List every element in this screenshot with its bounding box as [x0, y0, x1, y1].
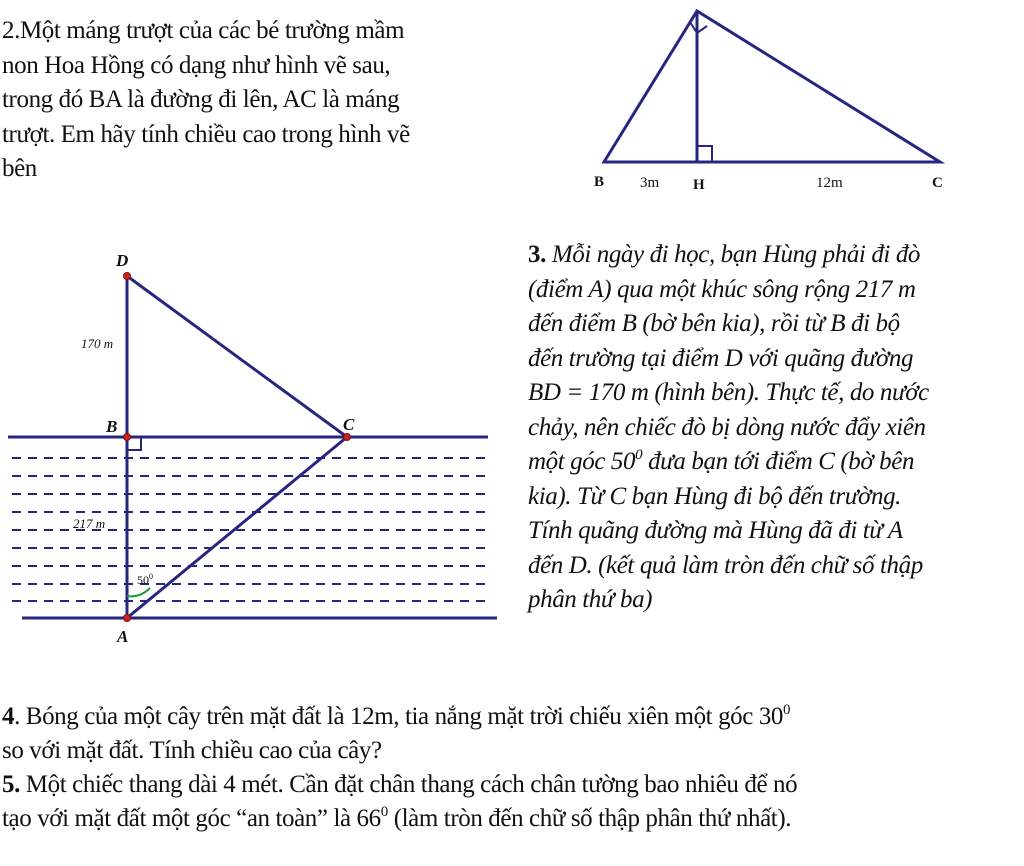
label-b-river: B	[106, 417, 118, 436]
problem-2-line: non Hoa Hồng có dạng như hình vẽ sau,	[2, 51, 391, 79]
label-hc: 12m	[816, 175, 843, 191]
problem-3-number: 3.	[528, 241, 546, 268]
problem-5-number: 5.	[2, 771, 20, 798]
segment-ac	[127, 437, 347, 618]
problem-2-line: trong đó BA là đường đi lên, AC là máng	[2, 86, 400, 113]
point-b	[124, 434, 131, 441]
problem-2-line: bên	[2, 155, 37, 182]
point-a	[124, 615, 131, 622]
label-a: A	[117, 627, 129, 646]
problem-2-line: trượt. Em hãy tính chiều cao trong hình vẽ	[2, 120, 410, 148]
label-angle-50: $50^0$	[137, 572, 153, 587]
problem-3-text	[528, 238, 1024, 618]
problem-3-line: một góc $50^0$ đưa bạn tới điểm C (bờ bên	[528, 447, 915, 475]
label-c-river: C	[343, 415, 355, 434]
point-c	[344, 434, 351, 441]
problem-5-line: tạo với mặt đất một góc “an toàn” là $66^0$ (làm tròn đến chữ số thập phân thứ nhất).	[2, 804, 792, 832]
label-h: H	[693, 177, 705, 193]
problem-4-number: 4	[2, 703, 15, 730]
problem-3-line: Tính quãng đường mà Hùng đã đi từ A	[528, 517, 903, 544]
label-bh: 3m	[640, 175, 660, 191]
problem-3-line: kia). Từ C bạn Hùng đi bộ đến trường.	[528, 482, 902, 510]
label-d: D	[116, 251, 129, 270]
problems-4-5-text	[2, 700, 1024, 836]
problem-5-line: 5. Một chiếc thang dài 4 mét. Cần đặt chân thang cách chân tường bao nhiêu để nó	[2, 771, 798, 798]
problem-3-line: (điểm A) qua một khúc sông rộng 217 m	[528, 275, 916, 303]
label-b: B	[594, 174, 605, 190]
angle-arc-a	[127, 588, 150, 596]
problem-3-line: chảy, nên chiếc đò bị dòng nước đẩy xiên	[528, 413, 926, 441]
label-c: C	[932, 175, 943, 191]
problem-3-line: 3. Mỗi ngày đi học, bạn Hùng phải đi đò	[528, 241, 921, 268]
problem-4-line: so với mặt đất. Tính chiều cao của cây?	[2, 737, 382, 764]
problem-4-line: 4. Bóng của một cây trên mặt đất là 12m, tia nắng mặt trời chiếu xiên một góc $30^0$	[2, 702, 791, 730]
problem-3-line: đến D. (kết quả làm tròn đến chữ số thập	[528, 551, 923, 579]
problem-3-line: đến trường tại điểm D với quãng đường	[528, 344, 914, 372]
problem-3-line: đến điểm B (bờ bên kia), rồi từ B đi bộ	[528, 310, 900, 337]
point-d	[124, 273, 131, 280]
problem-3-line: BD = 170 m (hình bên). Thực tế, do nước	[528, 379, 929, 406]
label-bd-length: 170 m	[81, 336, 114, 351]
problem-3-line: phân thứ ba)	[528, 586, 653, 613]
problem-2-line: 2.Một máng trượt của các bé trường mầm	[2, 17, 405, 44]
segment-dc	[127, 276, 347, 437]
label-ab-length: 217 m	[73, 516, 106, 531]
